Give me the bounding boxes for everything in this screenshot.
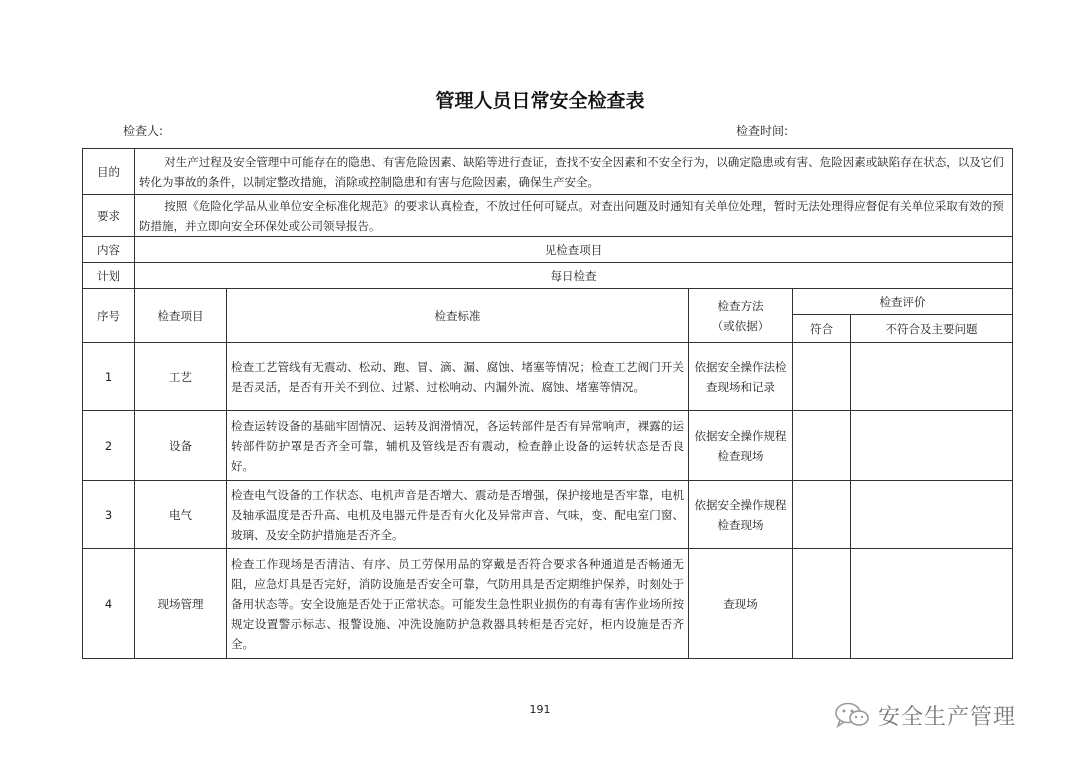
header-eval: 检查评价 [793,289,1013,315]
table-row [83,411,1013,481]
header-method-line1: 检查方法 [717,298,764,313]
page-title: 管理人员日常安全检查表 [435,90,645,112]
safety-checklist-table [82,148,1013,659]
inspector-label: 检查人: [123,124,164,138]
row-method: 依据安全操作规程检查现场 [689,411,793,481]
row-pass-cell [793,411,851,481]
requirement-text: 按照《危险化学品从业单位安全标准化规范》的要求认真检查，不放过任何可疑点。对查出问题及时通知有关单位处理，暂时无法处理得应督促有关单位采取有效的预防措施，并立即向安全环保处或公司领导报告。 [135,195,1013,237]
row-pass-cell [793,481,851,549]
row-fail-cell [851,481,1013,549]
header-pass: 符合 [793,315,851,343]
content-text: 见检查项目 [135,237,1013,263]
table-row [83,343,1013,411]
page-number: 191 [529,703,551,716]
inspection-time-label: 检查时间: [736,124,789,138]
row-item: 设备 [135,411,227,481]
header-item: 检查项目 [135,289,227,343]
header-standard: 检查标准 [227,289,689,343]
row-pass-cell [793,549,851,659]
watermark [834,700,1016,730]
row-method: 依据安全操作规程检查现场 [689,481,793,549]
row-method: 查现场 [689,549,793,659]
plan-row [83,263,1013,289]
row-item: 工艺 [135,343,227,411]
requirement-label: 要求 [83,195,135,237]
requirement-row [83,195,1013,237]
row-fail-cell [851,343,1013,411]
table-row [83,549,1013,659]
wechat-icon [834,701,870,729]
purpose-label: 目的 [83,149,135,195]
row-no: 1 [83,343,135,411]
watermark-text: 安全生产管理 [878,704,1017,730]
row-no: 2 [83,411,135,481]
content-label: 内容 [83,237,135,263]
purpose-text: 对生产过程及安全管理中可能存在的隐患、有害危险因素、缺陷等进行查证，查找不安全因素和不安全行为，以确定隐患或有害、危险因素或缺陷存在状态，以及它们转化为事故的条件，以制定整改措施，消除或控制隐患和有害与危险因素，确保生产安全。 [135,149,1013,195]
row-pass-cell [793,343,851,411]
content-row [83,237,1013,263]
plan-text: 每日检查 [135,263,1013,289]
header-fail: 不符合及主要问题 [851,315,1013,343]
row-method: 依据安全操作法检查现场和记录 [689,343,793,411]
table-row [83,481,1013,549]
plan-label: 计划 [83,263,135,289]
row-standard: 检查运转设备的基础牢固情况、运转及润滑情况，各运转部件是否有异常响声，裸露的运转部件防护罩是否齐全可靠，辅机及管线是否有震动，检查静止设备的运转状态是否良好。 [227,411,689,481]
header-method-line2: （或依据） [711,318,770,333]
row-standard: 检查工作现场是否清洁、有序、员工劳保用品的穿戴是否符合要求各种通道是否畅通无阻，应急灯具是否完好，消防设施是否安全可靠，气防用具是否定期维护保养，时刻处于备用状态等。安全设施是否处于正常状态。可能发生急性职业损伤的有毒有害作业场所按规定设置警示标志、报警设施、冲洗设施防护急救器具转柜是否完好，柜内设施是否齐全。 [227,549,689,659]
row-item: 现场管理 [135,549,227,659]
header-row [83,289,1013,315]
row-fail-cell [851,411,1013,481]
header-method [689,289,793,343]
row-item: 电气 [135,481,227,549]
row-no: 3 [83,481,135,549]
header-no: 序号 [83,289,135,343]
row-standard: 检查工艺管线有无震动、松动、跑、冒、滴、漏、腐蚀、堵塞等情况；检查工艺阀门开关是否灵活，是否有开关不到位、过紧、过松响动、内漏外流、腐蚀、堵塞等情况。 [227,343,689,411]
row-fail-cell [851,549,1013,659]
row-standard: 检查电气设备的工作状态、电机声音是否增大、震动是否增强，保护接地是否牢靠，电机及轴承温度是否升高、电机及电器元件是否有火化及异常声音、气味，变、配电室门窗、玻璃、及安全防护措施是否齐全。 [227,481,689,549]
purpose-row [83,149,1013,195]
row-no: 4 [83,549,135,659]
